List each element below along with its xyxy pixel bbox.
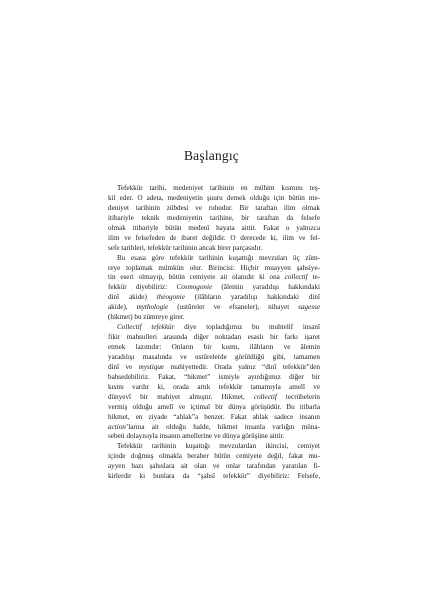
text-line: action’larına ait olduğu halde, hikmet insanla varlığın müna- bbox=[108, 422, 320, 431]
text-line: yaradılışı masalında ve ustûrelerde görüldüğü gibi, tamamen bbox=[108, 352, 320, 361]
text-line: reye toplamak mümkün olur. Birincisi: Hiçbir muayyen şahsiye- bbox=[108, 263, 320, 272]
text-line: kısmı vardır ki, orada artık tefekkür tamamıyla amelî ve bbox=[108, 382, 320, 391]
text-line: fikir mahsulleri arasında diğer noktadan esaslı bir farkı işaret bbox=[108, 333, 320, 342]
text-line: dinî akide) théogonie (ilâhların yaradılışı hakkındaki dinî bbox=[108, 293, 320, 302]
text-line: itibariyle teknik medeniyetin tarihine, bir taraftan da felsefe bbox=[108, 213, 320, 222]
text-line: deniyet tarihinin zübdesi ve ruhudur. Bir taraftan ilim olmak bbox=[108, 203, 320, 212]
text-line: Collectif tefekkür diye topladığımız bu muhtelif insanî bbox=[117, 323, 320, 332]
text-line: sebeti dolayısıyla insanın amellerine ve dünya görüşüne aittir. bbox=[108, 432, 285, 441]
text-line: vermiş olduğu amelî ve içtimaî bir dünya görüşüdür. Bu itibarla bbox=[108, 402, 320, 411]
text-line: Tefekkür tarihinin kuşattığı mevzulardan ikincisi, cemiyet bbox=[117, 442, 320, 451]
body-text bbox=[108, 184, 320, 482]
text-line: fekkür diyebiliriz: Cosmogonie (âlemin yaradılışı hakkındaki bbox=[108, 283, 320, 292]
text-line: dinî ve mystique mahiyettedir. Orada yalnız “dinî tefekkür”den bbox=[108, 362, 320, 371]
text-line: Tefekkür tarihi, medeniyet tarihinin en mühim kısmını teş- bbox=[117, 184, 320, 192]
text-line: ilim ve felsefeden de ibaret değildir. O derecede ki, ilim ve fel- bbox=[108, 233, 320, 242]
text-line: akide), mythologie (ustûreler ve efsaneler), nihayet sagesse bbox=[108, 303, 320, 312]
text-line: ayyen bazı şahıslara ait olan ve onlar tarafından yaratılan fi- bbox=[108, 462, 320, 471]
text-line: tin eseri olmayıp, bütün cemiyete ait olanıdır ki ona collectif te- bbox=[108, 273, 320, 282]
text-line: bahsedebiliriz. Fakat, “hikmet” ismiyle ayırdığımız diğer bir bbox=[108, 372, 320, 381]
chapter-title: Başlangıç bbox=[183, 148, 240, 163]
text-line: hikmet, en ziyade “ahlak”a benzer. Fakat ahlak sadece insanın bbox=[108, 412, 320, 421]
text-line: etmek lazımdır: Onların bir kısmı, ilâhların ve âlemin bbox=[108, 343, 320, 351]
text-line: kil eder. O adeta, medeniyetin şuuru demek olduğu için bütün me- bbox=[108, 193, 320, 202]
text-line: (hikmet) bu zümreye girer. bbox=[108, 313, 185, 322]
text-line: sefe tarihleri, tefekkür tarihinin ancak birer parçasıdır. bbox=[108, 243, 263, 252]
text-line: içinde doğmuş olmakla beraber bütün cemiyete değil, fakat mu- bbox=[108, 452, 320, 461]
text-line: kirlerdir ki bunlara da “şahsî tefekkür” diyebiliriz: Felsefe, bbox=[108, 472, 320, 481]
text-line: dünyevî bir mahiyet almıştır. Hikmet, collectif tecrübelerin bbox=[108, 392, 320, 401]
text-line: olmak itibariyle bütün medenî hayata aittir. Fakat o yalnızca bbox=[108, 223, 320, 232]
text-line: Bu esasa göre tefekkür tarihinin kuşattığı mevzuları üç züm- bbox=[117, 253, 320, 262]
